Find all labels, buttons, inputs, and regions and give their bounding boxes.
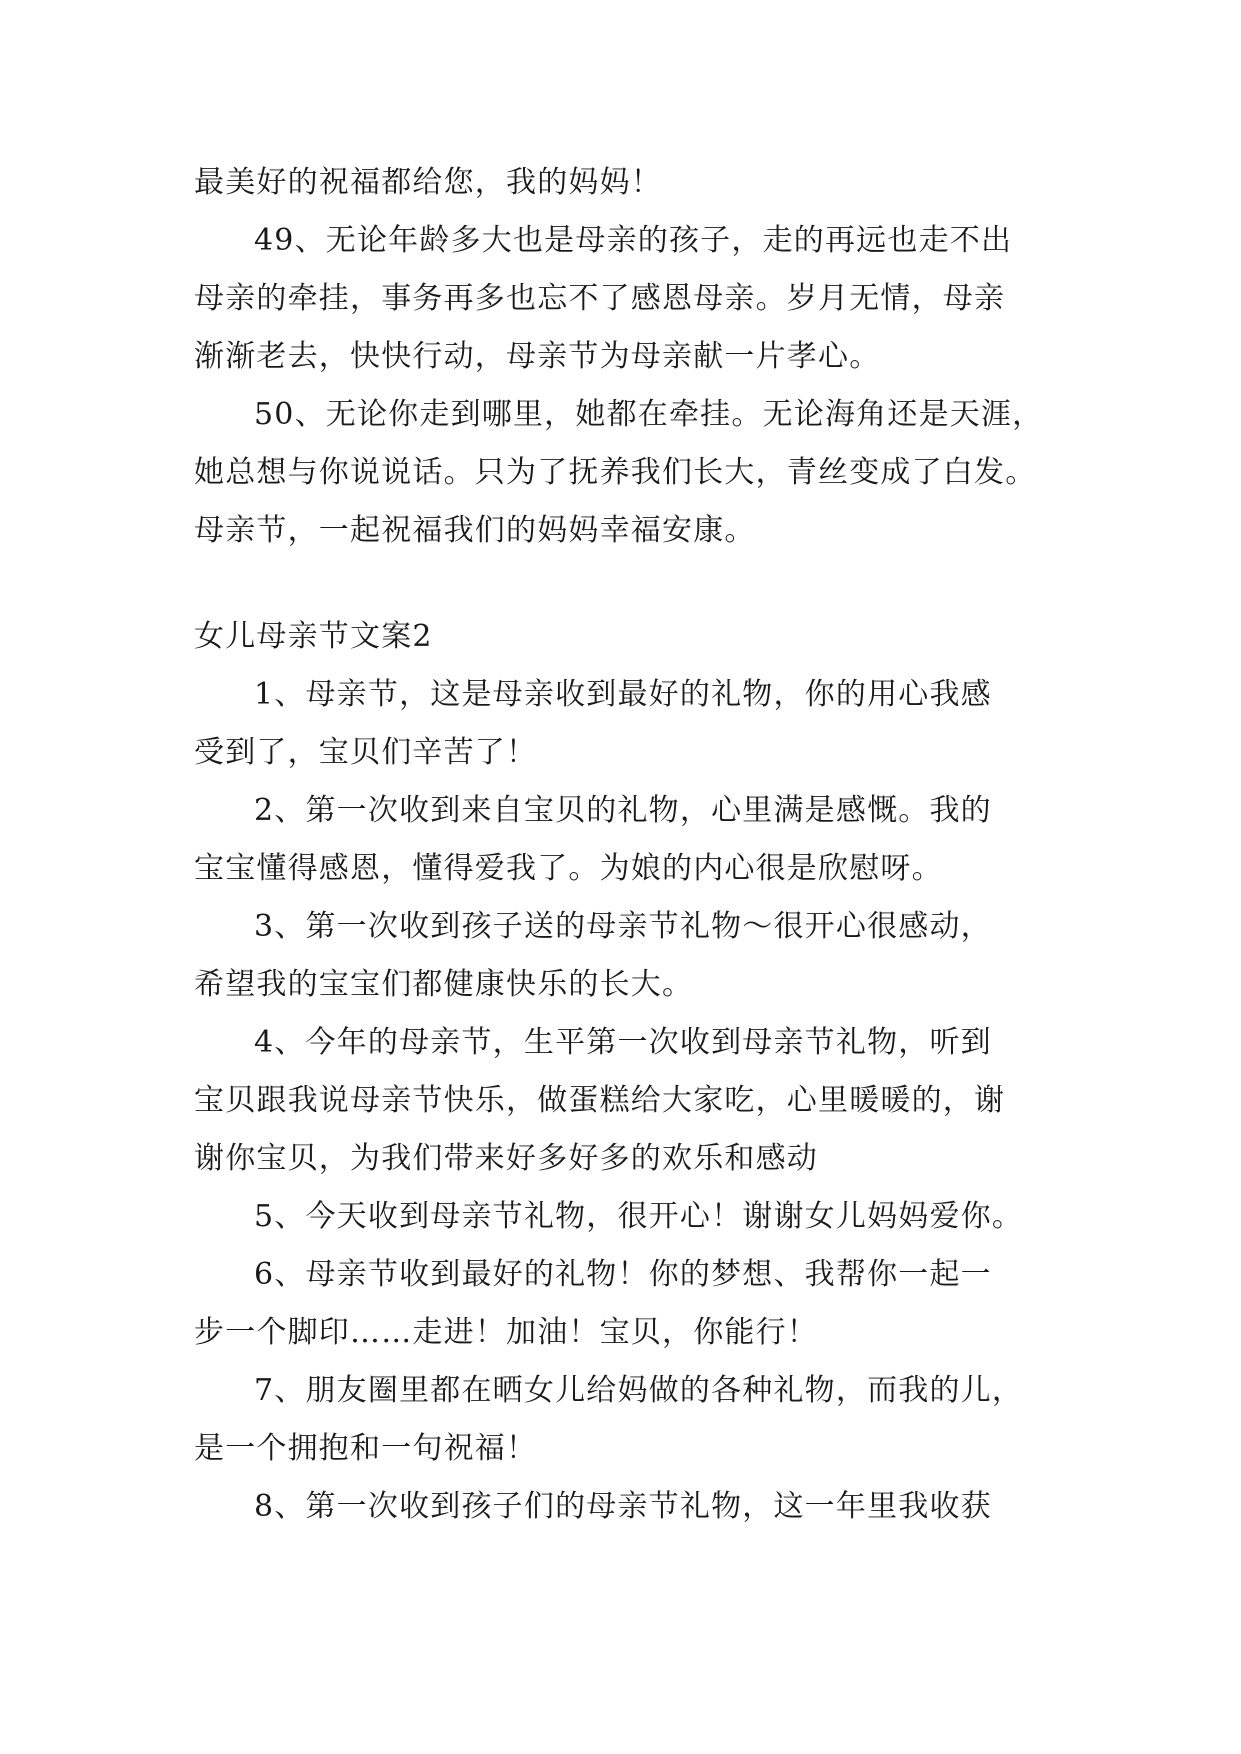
text-line: 宝宝懂得感恩，懂得爱我了。为娘的内心很是欣慰呀。 [194,851,943,886]
text-line: 1、母亲节，这是母亲收到最好的礼物，你的用心我感 [254,677,992,712]
text-line: 她总想与你说说话。只为了抚养我们长大，青丝变成了白发。 [194,455,1037,490]
text-line: 50、无论你走到哪里，她都在牵挂。无论海角还是天涯， [254,397,1044,432]
text-line: 7、朋友圈里都在晒女儿给妈做的各种礼物，而我的儿， [254,1373,1024,1408]
text-line: 2、第一次收到来自宝贝的礼物，心里满是感慨。我的 [254,793,992,828]
text-line: 最美好的祝福都给您，我的妈妈！ [194,165,662,200]
section-heading: 女儿母亲节文案2 [194,619,433,654]
text-line: 谢你宝贝，为我们带来好多好多的欢乐和感动 [194,1141,818,1176]
text-line: 是一个拥抱和一句祝福！ [194,1431,538,1466]
text-line: 5、今天收到母亲节礼物，很开心！谢谢女儿妈妈爱你。 [254,1199,1024,1234]
text-line: 渐渐老去，快快行动，母亲节为母亲献一片孝心。 [194,339,881,374]
text-line: 母亲的牵挂，事务再多也忘不了感恩母亲。岁月无情，母亲 [194,281,1006,316]
text-line: 3、第一次收到孩子送的母亲节礼物～很开心很感动， [254,909,992,944]
text-line: 受到了，宝贝们辛苦了！ [194,735,538,770]
text-line: 母亲节，一起祝福我们的妈妈幸福安康。 [194,513,756,548]
text-line: 步一个脚印……走进！加油！宝贝，你能行！ [194,1315,818,1350]
text-line: 4、今年的母亲节，生平第一次收到母亲节礼物，听到 [254,1025,992,1060]
text-line: 希望我的宝宝们都健康快乐的长大。 [194,967,694,1002]
section-gap [194,560,1064,608]
text-line: 宝贝跟我说母亲节快乐，做蛋糕给大家吃，心里暖暖的，谢 [194,1083,1006,1118]
text-line: 49、无论年龄多大也是母亲的孩子，走的再远也走不出 [254,223,1013,258]
text-line: 8、第一次收到孩子们的母亲节礼物，这一年里我收获 [254,1489,992,1524]
document-body [194,154,1064,1536]
text-line: 6、母亲节收到最好的礼物！你的梦想、我帮你一起一 [254,1257,992,1292]
